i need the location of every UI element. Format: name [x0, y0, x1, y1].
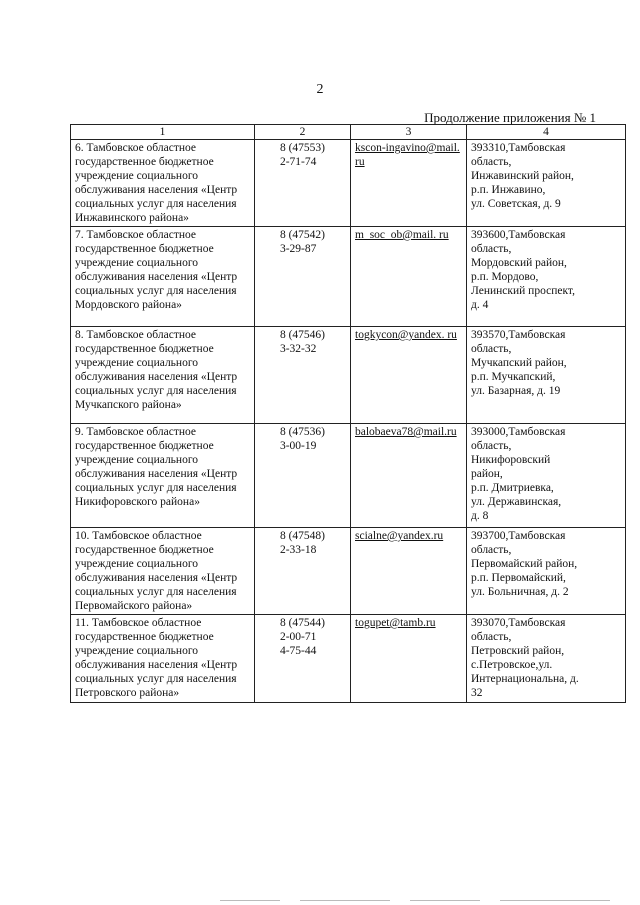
organization-name: 11. Тамбовское областное государственное бюджетное учреждение социального обслуживания населения «Центр социальных услуг для населения Петровского района» — [71, 615, 255, 703]
address-line: 32 — [471, 687, 483, 699]
address-cell — [467, 227, 626, 327]
organization-name: 7. Тамбовское областное государственное бюджетное учреждение социального обслуживания населения «Центр социальных услуг для населения Мордовского района» — [71, 227, 255, 327]
phone-cell — [255, 227, 351, 327]
phone-number: 8 (47544) — [279, 617, 326, 629]
phone-number: 3-00-19 — [279, 440, 317, 452]
phone-cell — [255, 327, 351, 424]
address-line: Ленинский проспект, — [471, 285, 575, 297]
address-line: д. 4 — [471, 299, 489, 311]
address-line: Инжавинский район, — [471, 170, 574, 182]
phone-number: 3-29-87 — [279, 243, 317, 255]
address-cell — [467, 140, 626, 227]
address-line: ул. Больничная, д. 2 — [471, 586, 569, 598]
continuation-label: Продолжение приложения № 1 — [424, 110, 596, 125]
address-line: Первомайский район, — [471, 558, 578, 570]
email-cell — [351, 140, 467, 227]
header-row — [71, 125, 626, 140]
email-link[interactable]: togupet@tamb.ru — [355, 617, 436, 629]
email-link[interactable]: scialne@yandex.ru — [355, 530, 444, 542]
email-cell — [351, 227, 467, 327]
email-link[interactable]: togkycon@yandex. ru — [355, 329, 457, 341]
address-line: ул. Державинская, — [471, 496, 562, 508]
email-cell — [351, 615, 467, 703]
organization-name: 10. Тамбовское областное государственное бюджетное учреждение социального обслуживания населения «Центр социальных услуг для населения Первомайского района» — [71, 528, 255, 615]
column-header: 2 — [255, 125, 351, 140]
phone-cell — [255, 140, 351, 227]
organization-name: 8. Тамбовское областное государственное бюджетное учреждение социального обслуживания населения «Центр социальных услуг для населения Мучкапского района» — [71, 327, 255, 424]
address-line: р.п. Мучкапский, — [471, 371, 556, 383]
address-line: 393600,Тамбовская — [471, 229, 566, 241]
address-line: ул. Советская, д. 9 — [471, 198, 561, 210]
email-cell — [351, 424, 467, 528]
email-cell — [351, 528, 467, 615]
address-line: р.п. Инжавино, — [471, 184, 546, 196]
phone-number: 8 (47546) — [279, 329, 326, 341]
address-line: область, — [471, 156, 512, 168]
address-line: 393000,Тамбовская — [471, 426, 566, 438]
address-line: 393310,Тамбовская — [471, 142, 566, 154]
phone-number: 4-75-44 — [279, 645, 317, 657]
address-cell — [467, 424, 626, 528]
table-row — [71, 227, 626, 327]
organization-name: 9. Тамбовское областное государственное бюджетное учреждение социального обслуживания населения «Центр социальных услуг для населения Никифоровского района» — [71, 424, 255, 528]
scan-artifact — [0, 898, 640, 905]
phone-number: 8 (47542) — [279, 229, 326, 241]
table-row — [71, 615, 626, 703]
column-header: 3 — [351, 125, 467, 140]
address-line: область, — [471, 544, 512, 556]
address-line: область, — [471, 631, 512, 643]
address-cell — [467, 528, 626, 615]
address-line: Интернациональна, д. — [471, 673, 579, 685]
table-row — [71, 528, 626, 615]
address-line: Петровский район, — [471, 645, 565, 657]
email-link[interactable]: m_soc_ob@mail. ru — [355, 229, 449, 241]
address-line: область, — [471, 243, 512, 255]
phone-cell — [255, 528, 351, 615]
table-row — [71, 327, 626, 424]
address-line: 393570,Тамбовская — [471, 329, 566, 341]
table-row — [71, 140, 626, 227]
institutions-table — [70, 124, 626, 703]
address-line: область, — [471, 343, 512, 355]
address-line: 393070,Тамбовская — [471, 617, 566, 629]
column-header: 1 — [71, 125, 255, 140]
address-line: 393700,Тамбовская — [471, 530, 566, 542]
address-line: р.п. Дмитриевка, — [471, 482, 554, 494]
address-line: Никифоровский — [471, 454, 551, 466]
address-line: ул. Базарная, д. 19 — [471, 385, 561, 397]
address-line: с.Петровское,ул. — [471, 659, 553, 671]
phone-number: 2-71-74 — [279, 156, 317, 168]
phone-number: 2-00-71 — [279, 631, 317, 643]
page-number: 2 — [316, 82, 324, 97]
address-line: р.п. Первомайский, — [471, 572, 566, 584]
phone-number: 8 (47536) — [279, 426, 326, 438]
address-cell — [467, 327, 626, 424]
address-line: д. 8 — [471, 510, 489, 522]
table-row — [71, 424, 626, 528]
address-line: р.п. Мордово, — [471, 271, 539, 283]
column-header: 4 — [467, 125, 626, 140]
address-line: Мучкапский район, — [471, 357, 567, 369]
phone-cell — [255, 615, 351, 703]
email-link[interactable]: balobaeva78@mail.ru — [355, 426, 457, 438]
address-line: район, — [471, 468, 503, 480]
phone-cell — [255, 424, 351, 528]
email-cell — [351, 327, 467, 424]
email-link[interactable]: kscon-ingavino@mail.ru — [355, 142, 460, 168]
organization-name: 6. Тамбовское областное государственное бюджетное учреждение социального обслуживания населения «Центр социальных услуг для населения Инжавинского района» — [71, 140, 255, 227]
phone-number: 3-32-32 — [279, 343, 317, 355]
address-cell — [467, 615, 626, 703]
phone-number: 8 (47548) — [279, 530, 326, 542]
phone-number: 2-33-18 — [279, 544, 317, 556]
phone-number: 8 (47553) — [279, 142, 326, 154]
address-line: область, — [471, 440, 512, 452]
address-line: Мордовский район, — [471, 257, 567, 269]
